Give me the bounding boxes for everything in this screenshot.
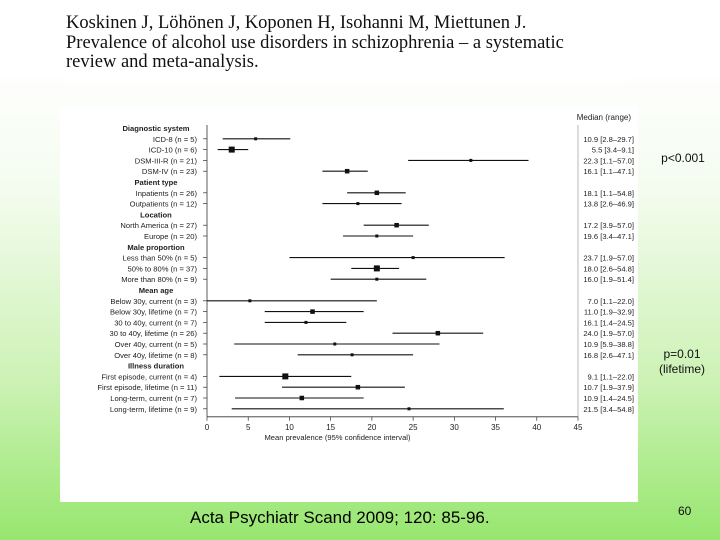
row-median-range: 10.9 [5.9–38.8] — [583, 340, 634, 349]
row-median-range: 19.6 [3.4–47.1] — [583, 232, 634, 241]
row-label: 50% to 80% (n = 37) — [127, 264, 197, 274]
row-median-range: 11.0 [1.9–32.9] — [583, 307, 634, 317]
row-label: 30 to 40y, lifetime (n = 26) — [109, 329, 197, 339]
forest-plot-frame — [60, 107, 638, 502]
row-label: First episode, current (n = 4) — [101, 372, 197, 382]
point-estimate-marker — [345, 169, 350, 174]
point-estimate-marker — [248, 299, 251, 302]
point-estimate-marker — [407, 407, 410, 410]
row-median-range: 16.1 [1.1–47.1] — [583, 167, 634, 177]
x-tick-label: 15 — [326, 422, 336, 432]
point-estimate-marker — [469, 159, 472, 162]
subgroup-header: Mean age — [138, 286, 174, 295]
x-axis-title: Mean prevalence (95% confidence interval) — [264, 432, 411, 442]
x-tick-label: 0 — [204, 422, 210, 432]
row-median-range: 7.0 [1.1–22.0] — [587, 296, 634, 306]
page-number: 60 — [678, 504, 692, 518]
row-median-range: 16.0 [1.9–51.4] — [583, 275, 634, 285]
point-estimate-marker — [375, 191, 380, 196]
value-column-header: Median (range) — [576, 113, 631, 122]
row-label: Long-term, lifetime (n = 9) — [109, 404, 197, 414]
row-median-range: 18.1 [1.1–54.8] — [583, 188, 634, 198]
x-tick-label: 10 — [284, 422, 294, 432]
point-estimate-marker — [394, 223, 399, 228]
mean-age-p-value — [646, 347, 718, 377]
x-tick-label: 25 — [408, 422, 418, 432]
row-label: Long-term, current (n = 7) — [110, 394, 197, 403]
x-tick-label: 45 — [573, 422, 583, 432]
row-median-range: 10.7 [1.9–37.9] — [583, 383, 634, 393]
point-estimate-marker — [436, 331, 441, 336]
row-median-range: 24.0 [1.9–57.0] — [583, 329, 634, 339]
row-label: Outpatients (n = 12) — [129, 199, 197, 209]
row-label: Europe (n = 20) — [144, 232, 197, 241]
mean-age-p-value-line1: p=0.01 — [663, 347, 701, 361]
row-label: ICD-8 (n = 5) — [152, 134, 197, 144]
point-estimate-marker — [333, 343, 336, 346]
point-estimate-marker — [374, 265, 380, 271]
row-median-range: 10.9 [1.4–24.5] — [583, 394, 634, 403]
x-tick-label: 5 — [245, 422, 251, 432]
row-label: North America (n = 27) — [120, 221, 197, 231]
row-median-range: 17.2 [3.9–57.0] — [583, 221, 634, 231]
citation-line-1: Koskinen J, Löhönen J, Koponen H, Isohanni M, Miettunen J. — [66, 13, 527, 33]
row-label: Over 40y, lifetime (n = 8) — [114, 350, 197, 360]
row-label: Less than 50% (n = 5) — [122, 253, 197, 263]
row-median-range: 13.8 [2.6–46.9] — [583, 199, 634, 209]
row-label: DSM-IV (n = 23) — [141, 167, 197, 177]
subgroup-header: Diagnostic system — [122, 124, 190, 133]
row-median-range: 23.7 [1.9–57.0] — [583, 253, 634, 263]
row-label: Over 40y, current (n = 5) — [114, 340, 197, 349]
subgroup-header: Male proportion — [127, 242, 185, 252]
diagnostic-p-value-text: p<0.001 — [661, 151, 705, 165]
citation-line-3: review and meta-analysis. — [66, 52, 259, 72]
journal-reference: Acta Psychiatr Scand 2009; 120: 85-96. — [190, 508, 490, 527]
row-label: 30 to 40y, current (n = 7) — [114, 318, 197, 328]
row-label: First episode, lifetime (n = 11) — [97, 383, 197, 393]
subgroup-header: Patient type — [134, 178, 178, 187]
row-label: Below 30y, current (n = 3) — [110, 296, 197, 306]
row-label: Below 30y, lifetime (n = 7) — [109, 307, 197, 317]
point-estimate-marker — [375, 235, 378, 238]
mean-age-p-value-line2: (lifetime) — [658, 362, 705, 376]
point-estimate-marker — [304, 321, 307, 324]
row-median-range: 16.1 [1.4–24.5] — [583, 318, 634, 328]
point-estimate-marker — [229, 147, 235, 153]
row-label: Inpatients (n = 26) — [135, 188, 197, 198]
point-estimate-marker — [300, 396, 305, 401]
point-estimate-marker — [282, 373, 288, 379]
forest-plot — [60, 107, 638, 502]
x-tick-label: 40 — [532, 422, 542, 432]
point-estimate-marker — [254, 137, 257, 140]
x-tick-label: 30 — [449, 422, 459, 432]
subgroup-header: Illness duration — [127, 361, 185, 371]
row-median-range: 9.1 [1.1–22.0] — [587, 372, 634, 382]
subgroup-header: Location — [140, 210, 172, 220]
point-estimate-marker — [356, 385, 361, 390]
point-estimate-marker — [375, 278, 378, 281]
row-median-range: 21.5 [3.4–54.8] — [583, 404, 634, 414]
diagnostic-p-value — [648, 151, 718, 166]
row-median-range: 22.3 [1.1–57.0] — [583, 156, 634, 166]
point-estimate-marker — [412, 256, 415, 259]
citation-line-2: Prevalence of alcohol use disorders in schizophrenia – a systematic — [66, 32, 564, 53]
row-median-range: 16.8 [2.6–47.1] — [583, 350, 634, 360]
row-label: More than 80% (n = 9) — [121, 275, 197, 285]
row-label: DSM-III-R (n = 21) — [134, 156, 197, 166]
row-median-range: 18.0 [2.6–54.8] — [583, 264, 634, 274]
point-estimate-marker — [351, 353, 354, 356]
row-label: ICD-10 (n = 6) — [148, 145, 197, 155]
point-estimate-marker — [356, 202, 359, 205]
point-estimate-marker — [310, 309, 315, 314]
row-median-range: 10.9 [2.8–29.7] — [583, 134, 634, 144]
row-median-range: 5.5 [3.4–9.1] — [591, 145, 634, 155]
x-tick-label: 35 — [491, 422, 501, 432]
x-tick-label: 20 — [367, 422, 377, 432]
citation-block — [66, 14, 626, 84]
